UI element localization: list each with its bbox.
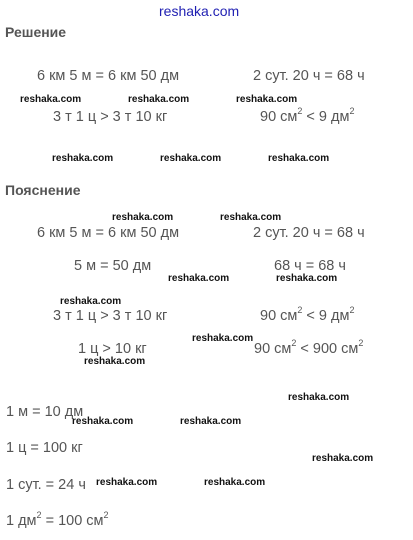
fact-day: 1 сут. = 24 ч (6, 477, 86, 493)
solution-line-4: 90 $см^2 < 9$ $дм^2$ (260, 106, 355, 125)
explanation-line-3: 5 м = 50 дм (74, 258, 152, 274)
explanation-line-6: 90 $см^2 < 9$ $дм^2$ (260, 305, 355, 324)
watermark: reshaka.com (128, 94, 190, 105)
watermark: reshaka.com (160, 153, 222, 164)
watermark: reshaka.com (288, 392, 350, 403)
watermark: reshaka.com (96, 477, 158, 488)
watermark: reshaka.com (192, 333, 254, 344)
watermark: reshaka.com (112, 212, 174, 223)
solution-line-3: 3 т 1 ц > 3 т 10 кг (53, 109, 168, 125)
watermark: reshaka.com (52, 153, 114, 164)
solution-heading: Решение (5, 24, 67, 40)
watermark: reshaka.com (276, 273, 338, 284)
fact-meter: 1 м = 10 дм (6, 404, 84, 420)
watermark: reshaka.com (236, 94, 298, 105)
watermark: reshaka.com (312, 453, 374, 464)
explanation-line-1: 6 км 5 м = 6 км 50 дм (37, 225, 180, 241)
watermark: reshaka.com (268, 153, 330, 164)
watermark: reshaka.com (220, 212, 282, 223)
watermark: reshaka.com (72, 416, 134, 427)
watermark: reshaka.com (84, 356, 146, 367)
fact-centner: 1 ц = 100 кг (6, 440, 83, 456)
explanation-line-8: 90 $см^2 < 900$ $см^2$ (254, 338, 364, 357)
watermark: reshaka.com (20, 94, 82, 105)
watermark: reshaka.com (168, 273, 230, 284)
fact-square-dm: 1 $дм^2 = 100$ $см^2$ (6, 510, 109, 529)
explanation-line-7: 1 ц > 10 кг (78, 341, 147, 357)
solution-line-2: 2 сут. 20 ч = 68 ч (253, 68, 365, 84)
watermark: reshaka.com (204, 477, 266, 488)
explanation-line-4: 68 ч = 68 ч (274, 258, 346, 274)
site-title[interactable]: reshaka.com (159, 3, 240, 19)
explanation-line-5: 3 т 1 ц > 3 т 10 кг (53, 308, 168, 324)
solution-line-1: 6 км 5 м = 6 км 50 дм (37, 68, 180, 84)
explanation-heading: Пояснение (5, 182, 81, 198)
watermark: reshaka.com (60, 296, 122, 307)
watermark: reshaka.com (180, 416, 242, 427)
explanation-line-2: 2 сут. 20 ч = 68 ч (253, 225, 365, 241)
